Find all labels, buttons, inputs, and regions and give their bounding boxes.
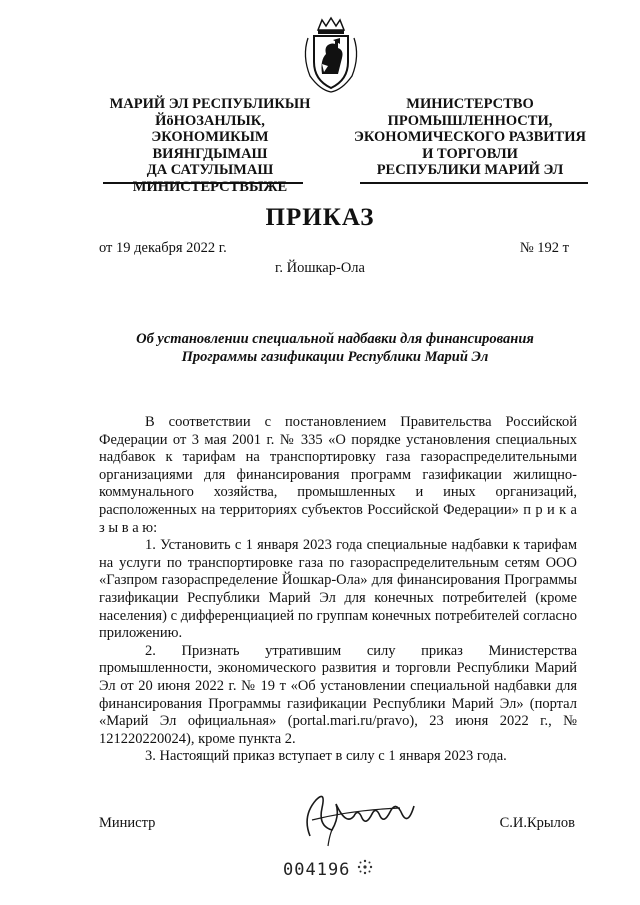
body-paragraph: 1. Установить с 1 января 2023 года специальные надбавки к тарифам на услуги по транспортировке газа по газораспределительным сетям ООО «Газпром газораспределение Йошкар-Ола» для финансирования Программы газификации Республики Марий Эл для конечных потребителей (кроме населения) с дифференциацией по группам конечных потребителей согласно приложению. [99, 537, 577, 642]
document-number: № 192 т [519, 240, 569, 256]
document-subject: Об установлении специальной надбавки для финансирования Программы газификации Республики Марий Эл [136, 331, 534, 365]
document-body [99, 414, 577, 766]
body-paragraph: 2. Признать утратившим силу приказ Министерства промышленности, экономического развития и торговли Республики Марий Эл от 20 июня 2022 г. № 19 т «Об установлении специальной надбавки для финансирования Программы газификации Республики Марий Эл» (портал «Марий Эл официальная» (portal.mari.ru/pravo), 23 июня 2022 г., № 121220220024), кроме пункта 2. [99, 642, 577, 747]
document-city: г. Йошкар-Ола [275, 260, 365, 276]
header-right-line: И ТОРГОВЛИ [422, 145, 518, 162]
header-right-line: РЕСПУБЛИКИ МАРИЙ ЭЛ [376, 162, 564, 178]
header-right-block [340, 96, 600, 179]
header-left-line: ДА САТУЛЫМАШ [146, 162, 274, 178]
body-paragraph: 3. Настоящий приказ вступает в силу с 1 января 2023 года. [145, 748, 507, 765]
header-left-rule [103, 182, 303, 184]
serial-number: 004196 [283, 860, 351, 880]
header-right-line: ПРОМЫШЛЕННОСТИ, [387, 112, 553, 129]
coat-of-arms-icon [300, 16, 362, 94]
header-left-line: ЙӧНОЗАНЛЫК, ЭКОНОМИКЫМ [151, 112, 269, 145]
handwritten-signature [292, 786, 432, 856]
body-paragraph: В соответствии с постановлением Правительства Российской Федерации от 3 мая 2001 г. № 335 «О порядке установления специальных надбавок к тарифам на транспортировку газа газораспределительными организациями для финансирования программ газификации жилищно-коммунального хозяйства, промышленных и иных организаций, расположенных на территориях субъектов Российской Федерации» п р и к а з ы в а ю: [99, 414, 577, 536]
stamp-dots-icon [356, 858, 374, 876]
header-right-line: ЭКОНОМИЧЕСКОГО РАЗВИТИЯ [354, 129, 586, 145]
signatory-name: С.И.Крылов [499, 815, 575, 831]
document-date: от 19 декабря 2022 г. [99, 240, 227, 256]
header-left-line: МИНИСТЕРСТВЫЖЕ [132, 178, 288, 195]
header-left-block [95, 96, 325, 195]
document-title: ПРИКАЗ [265, 204, 375, 231]
header-left-line: МАРИЙ ЭЛ РЕСПУБЛИКЫН [109, 96, 311, 112]
signatory-title: Министр [99, 815, 156, 831]
header-right-line: МИНИСТЕРСТВО [406, 96, 534, 112]
header-left-line: ВИЯНГДЫМАШ [152, 145, 268, 162]
header-right-rule [360, 182, 588, 184]
